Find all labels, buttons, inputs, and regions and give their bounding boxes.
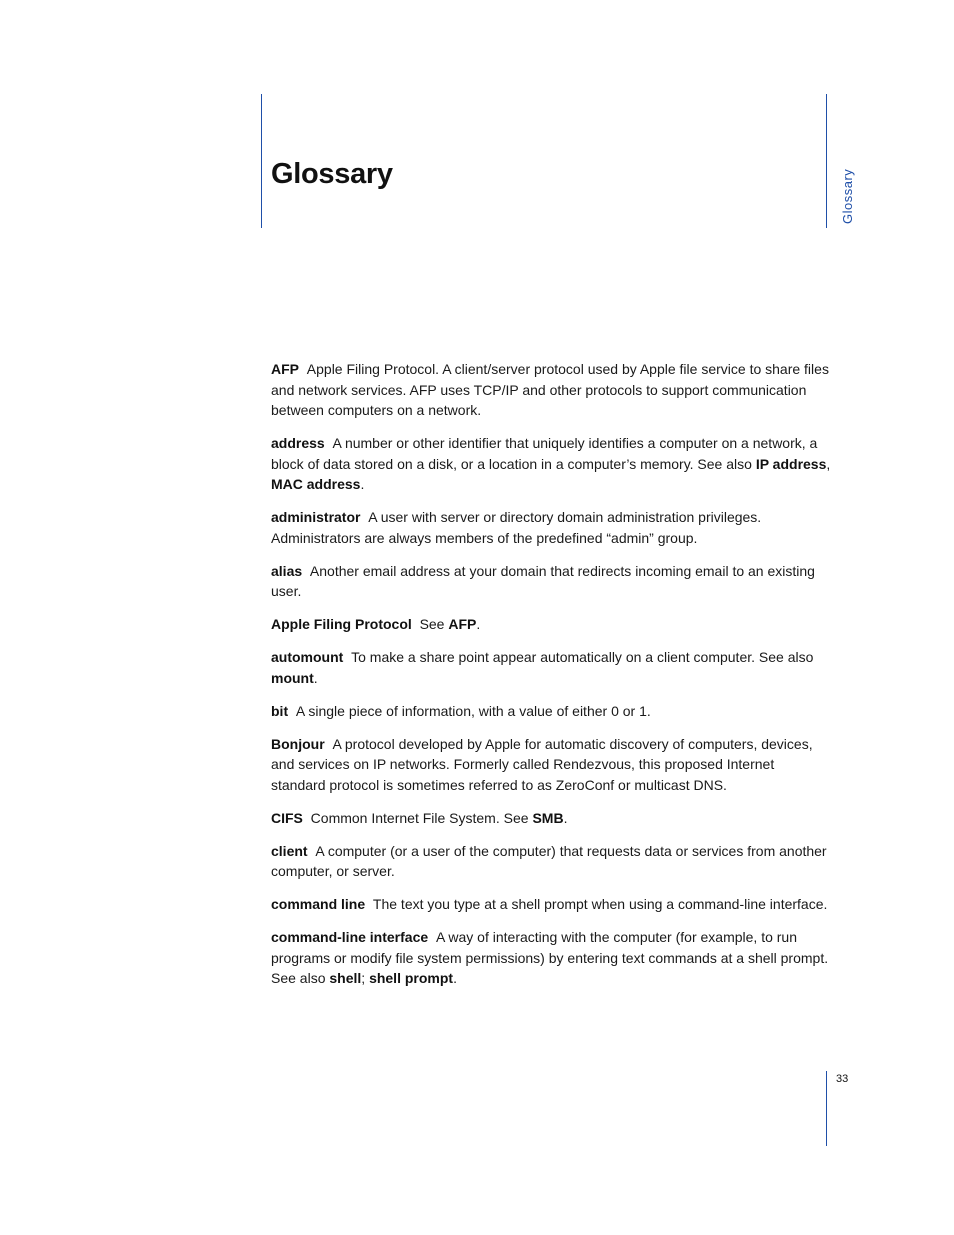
glossary-definition: A user with server or directory domain administration privileges. Administrators are always members of the predefined “admin” group.	[271, 509, 762, 546]
glossary-definition: A single piece of information, with a value of either 0 or 1.	[295, 702, 651, 719]
glossary-term: address	[271, 435, 325, 451]
cross-reference-link[interactable]: AFP	[448, 616, 477, 632]
glossary-term: CIFS	[271, 809, 303, 826]
glossary-term: Apple Filing Protocol	[271, 616, 412, 632]
glossary-entry-bit	[271, 701, 831, 722]
glossary-entry-command-line	[271, 894, 831, 915]
glossary-definition: To make a share point appear automatically on a client computer. See also	[351, 649, 814, 665]
period: .	[476, 616, 481, 632]
glossary-term: bit	[271, 702, 289, 719]
page-number-rule	[826, 1071, 827, 1146]
glossary-definition: Apple Filing Protocol. A client/server protocol used by Apple file service to share files and network services. AFP uses TCP/IP and other protocols to support communication between computers on a network.	[271, 361, 829, 418]
chapter-rule-left	[261, 94, 262, 228]
period: .	[313, 669, 318, 686]
glossary-term: automount	[271, 649, 344, 665]
glossary-entry-bonjour	[271, 734, 831, 796]
glossary-term: AFP	[271, 361, 299, 377]
glossary-entry-administrator	[271, 507, 831, 548]
period: .	[360, 476, 365, 492]
glossary-entry-address	[271, 433, 831, 495]
glossary-term: client	[271, 842, 308, 859]
glossary-term: Bonjour	[271, 735, 325, 752]
page-title: Glossary	[271, 158, 393, 190]
cross-reference-link[interactable]: MAC address	[271, 476, 361, 492]
glossary-list	[271, 359, 831, 1001]
glossary-entry-apple-filing-protocol	[271, 614, 831, 635]
glossary-definition: See	[419, 616, 449, 632]
glossary-entry-alias	[271, 561, 831, 602]
period: .	[563, 809, 568, 826]
cross-reference-link[interactable]: IP address	[755, 455, 827, 472]
page-number: 33	[836, 1073, 849, 1085]
glossary-entry-cifs	[271, 808, 831, 829]
cross-reference-link[interactable]: SMB	[532, 809, 564, 826]
chapter-side-tab: Glossary	[840, 168, 855, 224]
glossary-definition: Another email address at your domain that redirects incoming email to an existing user.	[271, 562, 815, 599]
glossary-definition: A protocol developed by Apple for automatic discovery of computers, devices, and services on IP networks. Formerly called Rendezvous, this proposed Internet standard protocol is sometimes referred to as ZeroConf or multicast DNS.	[271, 735, 813, 793]
tab-rule-right	[826, 94, 827, 228]
glossary-entry-command-line-interface	[271, 927, 831, 989]
cross-reference-link[interactable]: shell	[329, 970, 362, 986]
glossary-term: command-line interface	[271, 929, 429, 945]
glossary-entry-afp	[271, 359, 831, 421]
glossary-definition: Common Internet File System. See	[310, 809, 533, 826]
glossary-entry-automount	[271, 647, 831, 688]
glossary-term: administrator	[271, 509, 361, 525]
glossary-entry-client	[271, 841, 831, 882]
cross-reference-link[interactable]: shell prompt	[369, 970, 454, 986]
glossary-definition: A computer (or a user of the computer) that requests data or services from another computer, or server.	[271, 842, 827, 879]
glossary-term: command line	[271, 896, 366, 912]
separator: ,	[826, 455, 831, 472]
glossary-definition: A way of interacting with the computer (for example, to run programs or modify file system permissions) by entering text commands at a shell prompt. See also	[271, 929, 829, 986]
period: .	[453, 970, 457, 986]
glossary-term: alias	[271, 562, 303, 579]
glossary-definition: The text you type at a shell prompt when using a command-line interface.	[372, 896, 828, 912]
cross-reference-link[interactable]: mount	[271, 669, 314, 686]
separator: ;	[361, 970, 370, 986]
glossary-definition: A number or other identifier that uniquely identifies a computer on a network, a block of data stored on a disk, or a location in a computer’s memory. See also	[271, 435, 818, 472]
